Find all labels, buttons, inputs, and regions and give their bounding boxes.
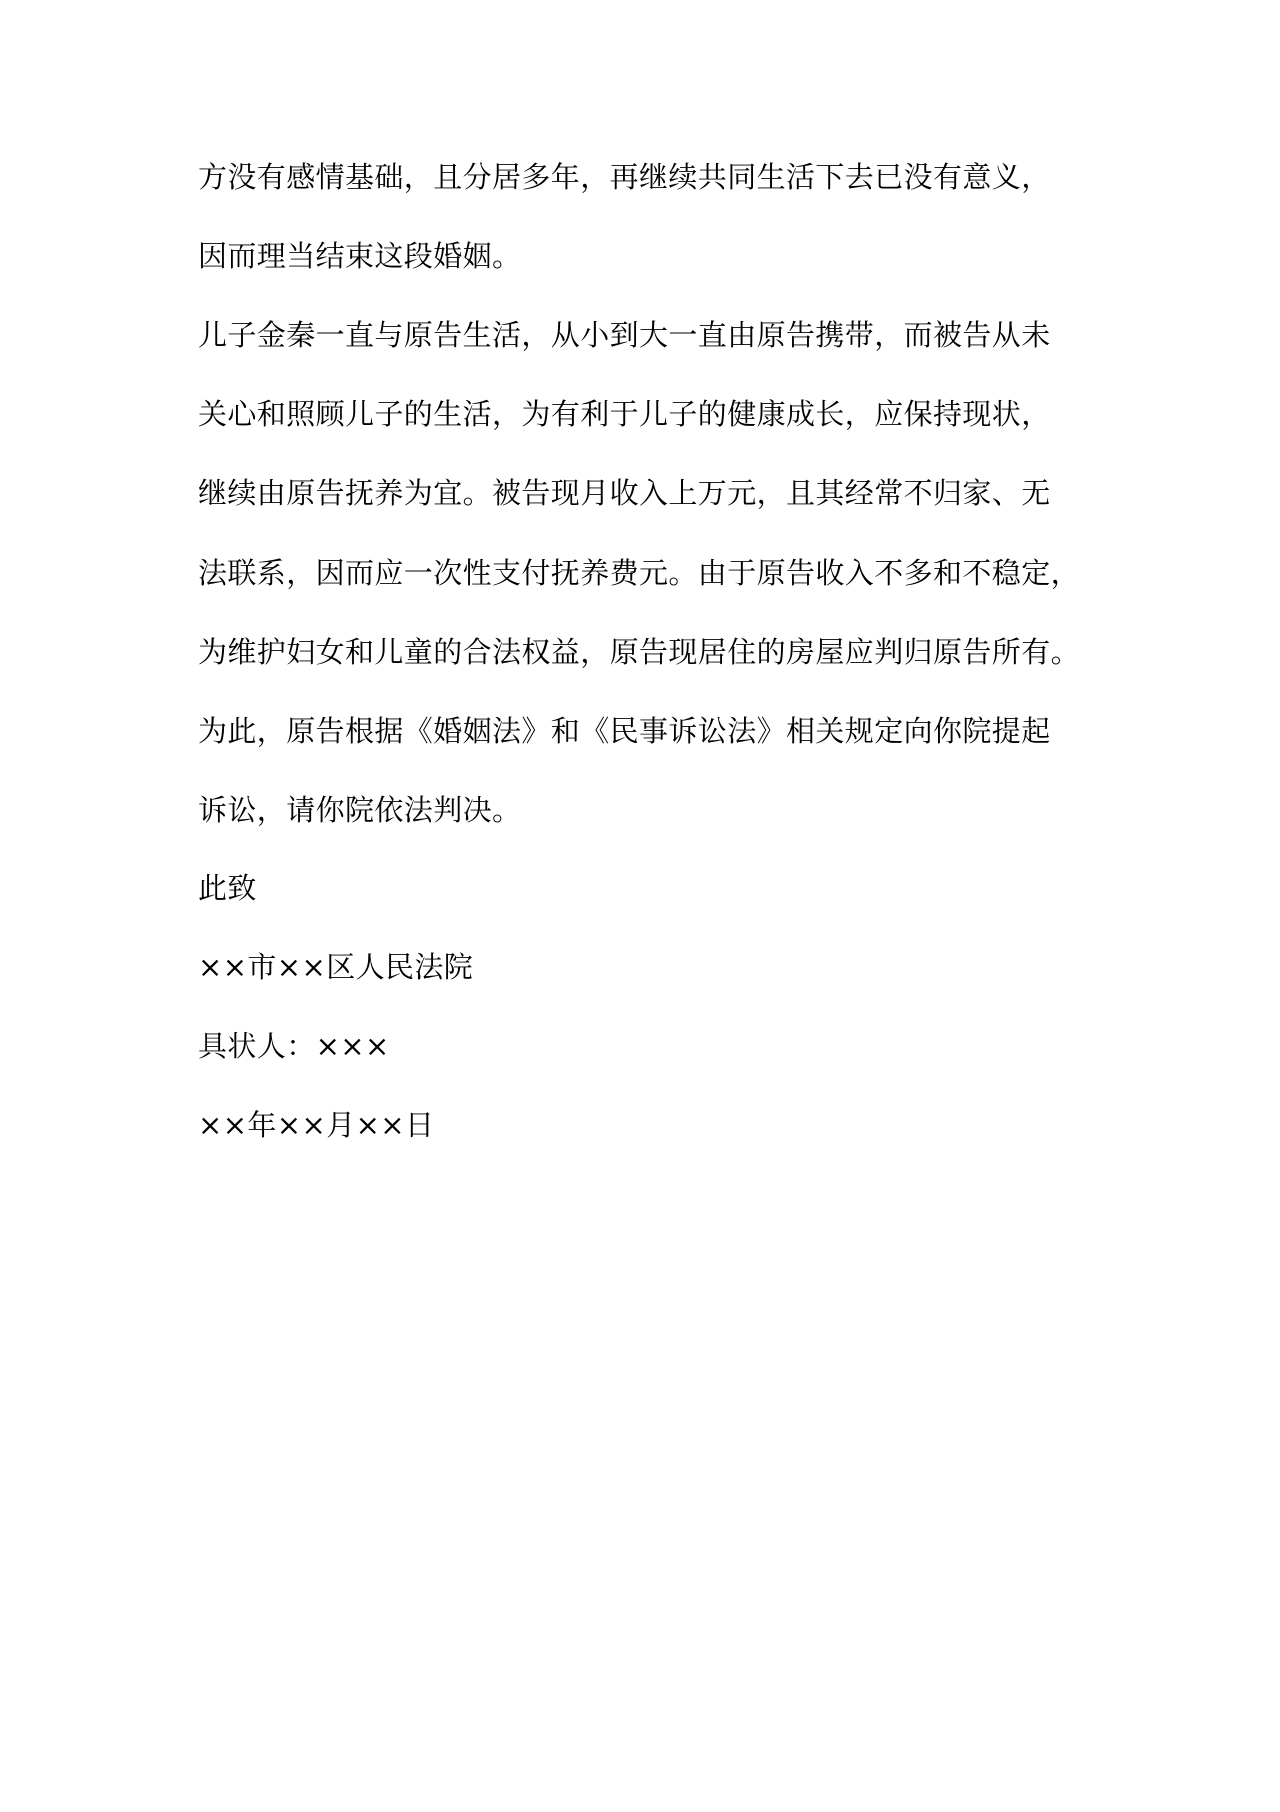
court-addressee: ××市××区人民法院 [198,950,474,984]
document-date: ××年××月××日 [198,1108,435,1142]
body-text-line: 诉讼，请你院依法判决。 [198,793,522,827]
body-text-line: 儿子金秦一直与原告生活，从小到大一直由原告携带，而被告从未 [198,318,1051,352]
body-text-line: 继续由原告抚养为宜。被告现月收入上万元，且其经常不归家、无 [198,476,1051,510]
plaintiff-signature: 具状人：××× [198,1029,390,1063]
salutation: 此致 [198,871,257,905]
body-text-line: 为维护妇女和儿童的合法权益，原告现居住的房屋应判归原告所有。 [198,635,1081,669]
body-text-line: 法联系，因而应一次性支付抚养费元。由于原告收入不多和不稳定， [198,556,1081,590]
body-text-line: 因而理当结束这段婚姻。 [198,239,522,273]
body-text-line: 关心和照顾儿子的生活，为有利于儿子的健康成长，应保持现状， [198,397,1051,431]
body-text-line: 方没有感情基础，且分居多年，再继续共同生活下去已没有意义， [198,160,1051,194]
body-text-line: 为此，原告根据《婚姻法》和《民事诉讼法》相关规定向你院提起 [198,714,1051,748]
